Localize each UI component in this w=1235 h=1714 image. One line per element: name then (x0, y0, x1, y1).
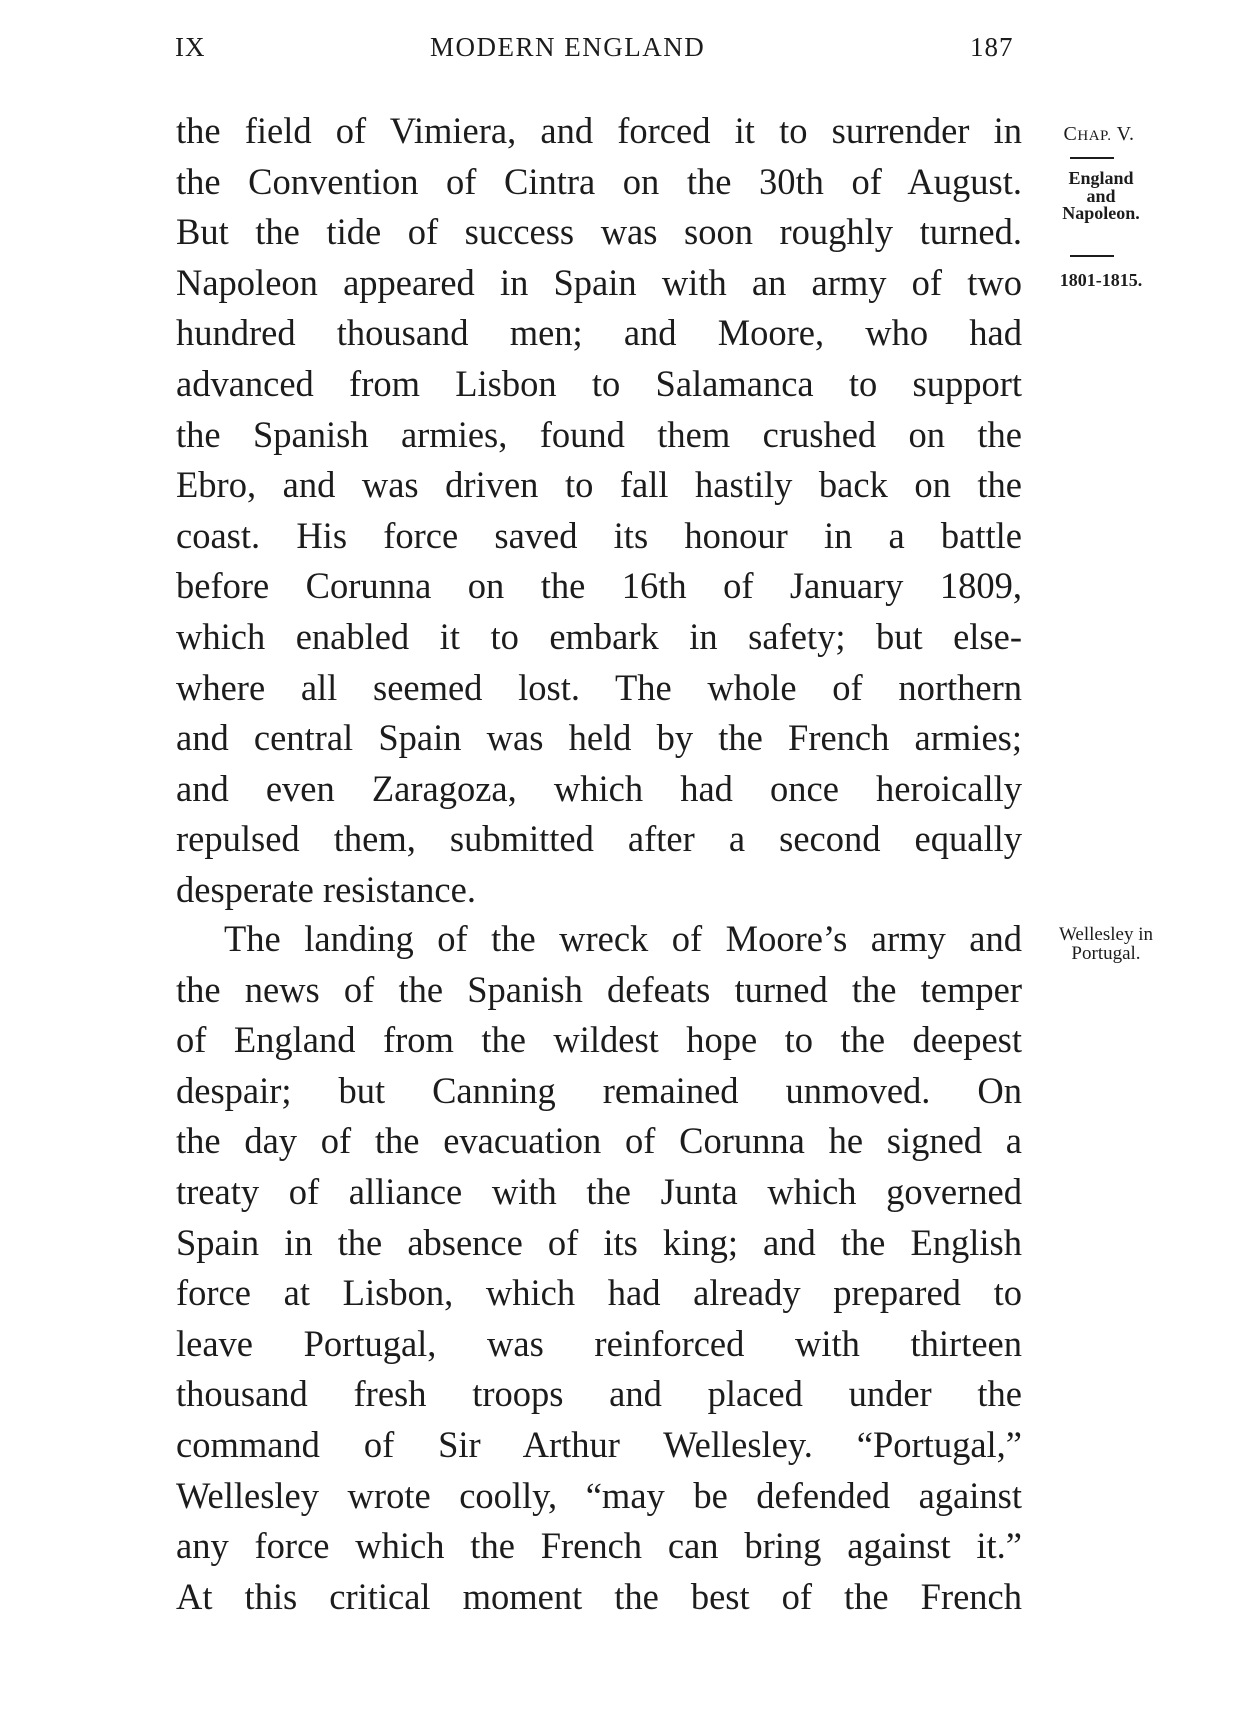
chapter-prefix: C (1063, 123, 1078, 145)
text-line: treaty of alliance with the Junta which governed (176, 1170, 1022, 1212)
text-line: Wellesley wrote coolly, “may be defended against (176, 1474, 1022, 1516)
margin-note-wellesley (1030, 925, 1182, 963)
text-line: coast. His force saved its honour in a battle (176, 514, 1022, 556)
chapter-number: IX (175, 32, 206, 62)
margin-note-chapter (1044, 124, 1154, 146)
text-line: Ebro, and was driven to fall hastily back on the (176, 464, 1022, 506)
text-line: desperate resistance. (176, 868, 476, 910)
text-line: the field of Vimiera, and forced it to surrender in (176, 110, 1022, 151)
text-line: advanced from Lisbon to Salamanca to support (176, 362, 1022, 404)
text-line: of England from the wildest hope to the deepest (176, 1019, 1022, 1061)
text-line: repulsed them, submitted after a second equally (176, 818, 1022, 860)
chapter-smallcaps: HAP. (1077, 128, 1112, 144)
text-line: force at Lisbon, which had already prepared to (176, 1272, 1022, 1314)
text-line: leave Portugal, was reinforced with thirteen (176, 1322, 1022, 1364)
note-line: Wellesley in (1059, 924, 1153, 945)
text-line: command of Sir Arthur Wellesley. “Portugal,” (176, 1423, 1022, 1465)
text-line: before Corunna on the 16th of January 1809, (176, 565, 1022, 607)
margin-note-dates: 1801-1815. (1059, 270, 1143, 290)
topic-line: England (1068, 168, 1134, 188)
note-line: Portugal. (1071, 943, 1141, 964)
paragraph-2 (176, 914, 1022, 1622)
paragraph-1 (176, 106, 1022, 916)
text-line: hundred thousand men; and Moore, who had (176, 312, 1022, 354)
text-line: and even Zaragoza, which had once heroically (176, 767, 1022, 809)
running-title: MODERN ENGLAND (430, 32, 706, 62)
topic-line: and (1086, 185, 1116, 206)
topic-line: Napoleon. (1062, 203, 1140, 223)
text-line: which enabled it to embark in safety; but else- (176, 615, 1022, 657)
text-line: and central Spain was held by the French armies; (176, 717, 1022, 759)
text-line: the day of the evacuation of Corunna he signed a (176, 1120, 1022, 1162)
margin-note-topic (1036, 170, 1166, 223)
text-line: the Convention of Cintra on the 30th of August. (176, 160, 1022, 202)
margin-rule (1070, 157, 1114, 159)
chapter-label-number: V. (1116, 123, 1135, 145)
text-line: But the tide of success was soon roughly turned. (176, 211, 1022, 253)
text-line: any force which the French can bring against it.” (176, 1525, 1022, 1567)
page-number: 187 (970, 32, 1014, 62)
text-line: despair; but Canning remained unmoved. On (176, 1069, 1022, 1111)
text-line: the news of the Spanish defeats turned the temper (176, 968, 1022, 1010)
margin-rule (1070, 255, 1114, 257)
text-line: the Spanish armies, found them crushed on the (176, 413, 1022, 455)
text-line: where all seemed lost. The whole of northern (176, 666, 1022, 708)
text-line: The landing of the wreck of Moore’s army and (224, 918, 1022, 959)
text-line: Napoleon appeared in Spain with an army of two (176, 261, 1022, 303)
text-line: thousand fresh troops and placed under the (176, 1373, 1022, 1415)
text-line: Spain in the absence of its king; and the English (176, 1221, 1022, 1263)
text-line: At this critical moment the best of the French (176, 1575, 1022, 1617)
